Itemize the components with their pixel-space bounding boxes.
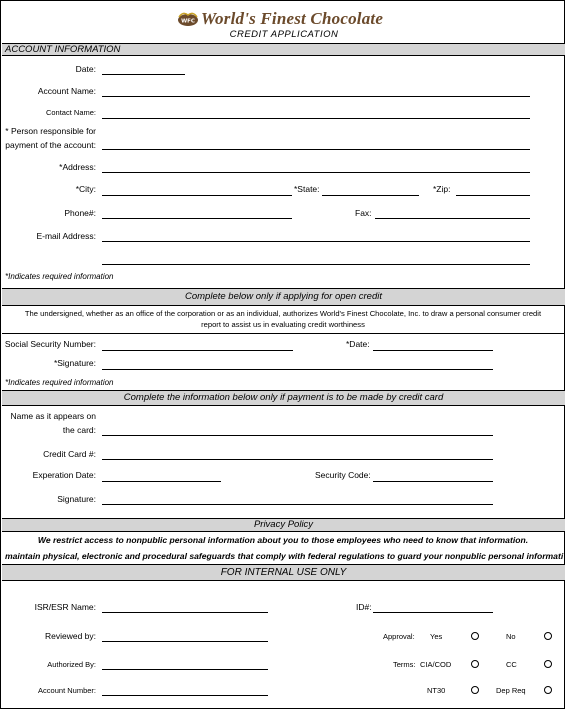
terms-cc-radio[interactable] xyxy=(544,660,552,668)
card-name-label-1: Name as it appears on xyxy=(10,411,96,421)
reviewed-by-field[interactable] xyxy=(102,641,268,642)
approval-no-label: No xyxy=(506,632,516,641)
credit-date-field[interactable] xyxy=(373,350,493,351)
terms-cc-label: CC xyxy=(506,660,517,669)
credit-authorization-text xyxy=(5,309,561,330)
wfc-logo-icon xyxy=(177,11,199,27)
card-number-field[interactable] xyxy=(102,459,493,460)
account-name-label: Account Name: xyxy=(37,86,96,96)
reviewed-by-label: Reviewed by: xyxy=(44,631,96,641)
page-title: CREDIT APPLICATION xyxy=(229,29,339,40)
fax-label: Fax: xyxy=(355,208,372,218)
expiration-field[interactable] xyxy=(102,481,221,482)
phone-label: Phone#: xyxy=(64,208,96,218)
privacy-line-1: We restrict access to nonpublic personal information about you to those employees who need to know that information. xyxy=(37,535,529,545)
terms-dep-req-label: Dep Req xyxy=(496,686,526,695)
card-name-label-2: the card: xyxy=(62,425,96,435)
date-label: Date: xyxy=(75,64,96,74)
authorized-by-label: Authorized By: xyxy=(47,660,96,669)
account-number-label: Account Number: xyxy=(38,686,96,695)
email-label: E-mail Address: xyxy=(36,231,96,241)
ssn-label: Social Security Number: xyxy=(4,339,96,349)
approval-no-radio[interactable] xyxy=(544,632,552,640)
security-code-label: Security Code: xyxy=(315,470,371,480)
id-field[interactable] xyxy=(373,612,493,613)
credit-authorization-line-1: The undersigned, whether as an office of the corporation or as an individual, authorizes World's Finest Chocolate, Inc. to draw a personal consumer credit xyxy=(24,309,542,318)
logo-text: World's Finest Chocolate xyxy=(201,9,384,28)
terms-cia-cod-radio[interactable] xyxy=(471,660,479,668)
authorized-by-field[interactable] xyxy=(102,669,268,670)
phone-field[interactable] xyxy=(102,218,292,219)
isr-field[interactable] xyxy=(102,612,268,613)
approval-label: Approval: xyxy=(383,632,415,641)
section-credit-card: Complete the information below only if payment is to be made by credit card xyxy=(2,390,565,406)
expiration-label: Experation Date: xyxy=(32,470,96,480)
zip-field[interactable] xyxy=(456,195,530,196)
terms-nt30-radio[interactable] xyxy=(471,686,479,694)
zip-label: *Zip: xyxy=(433,184,451,194)
terms-cia-cod-label: CIA/COD xyxy=(420,660,452,669)
ssn-field[interactable] xyxy=(102,350,293,351)
terms-label: Terms: xyxy=(393,660,416,669)
divider xyxy=(2,333,565,334)
date-field[interactable] xyxy=(102,74,185,75)
approval-yes-label: Yes xyxy=(430,632,443,641)
svg-text:WFC: WFC xyxy=(181,18,195,25)
city-field[interactable] xyxy=(102,195,292,196)
privacy-line-2: maintain physical, electronic and procedural safeguards that comply with federal regulations to guard your nonpublic personal informati xyxy=(5,551,564,561)
terms-nt30-label: NT30 xyxy=(427,686,446,695)
email-field[interactable] xyxy=(102,241,530,242)
required-note-2: *Indicates required information xyxy=(5,378,114,387)
state-label: *State: xyxy=(294,184,320,194)
section-open-credit: Complete below only if applying for open credit xyxy=(2,288,565,306)
card-name-field[interactable] xyxy=(102,435,493,436)
credit-date-label: *Date: xyxy=(346,339,370,349)
section-privacy-policy: Privacy Policy xyxy=(2,518,565,532)
address-label: *Address: xyxy=(59,162,96,172)
city-label: *City: xyxy=(75,184,96,194)
card-signature-label: Signature: xyxy=(57,494,96,504)
approval-yes-radio[interactable] xyxy=(471,632,479,640)
contact-name-label: Contact Name: xyxy=(45,108,96,117)
person-responsible-field[interactable] xyxy=(102,149,530,150)
id-label: ID#: xyxy=(356,602,372,612)
section-internal-use: FOR INTERNAL USE ONLY xyxy=(2,564,565,581)
credit-authorization-line-2: report to assist us in evaluating credit worthiness xyxy=(201,319,365,329)
person-responsible-label-2: payment of the account: xyxy=(5,140,96,150)
section-account-information: ACCOUNT INFORMATION xyxy=(2,43,565,56)
required-note: *Indicates required information xyxy=(5,272,114,281)
email-field-extra-line[interactable] xyxy=(102,264,530,265)
account-name-field[interactable] xyxy=(102,96,530,97)
person-responsible-label-1: * Person responsible for xyxy=(5,126,96,136)
credit-signature-label: *Signature: xyxy=(53,358,96,368)
contact-name-field[interactable] xyxy=(102,118,530,119)
card-signature-field[interactable] xyxy=(102,504,493,505)
address-field[interactable] xyxy=(102,172,530,173)
account-number-field[interactable] xyxy=(102,695,268,696)
credit-signature-field[interactable] xyxy=(102,369,493,370)
terms-dep-req-radio[interactable] xyxy=(544,686,552,694)
fax-field[interactable] xyxy=(375,218,530,219)
security-code-field[interactable] xyxy=(373,481,493,482)
isr-label: ISR/ESR Name: xyxy=(34,602,96,612)
card-number-label: Credit Card #: xyxy=(43,449,96,459)
state-field[interactable] xyxy=(322,195,419,196)
